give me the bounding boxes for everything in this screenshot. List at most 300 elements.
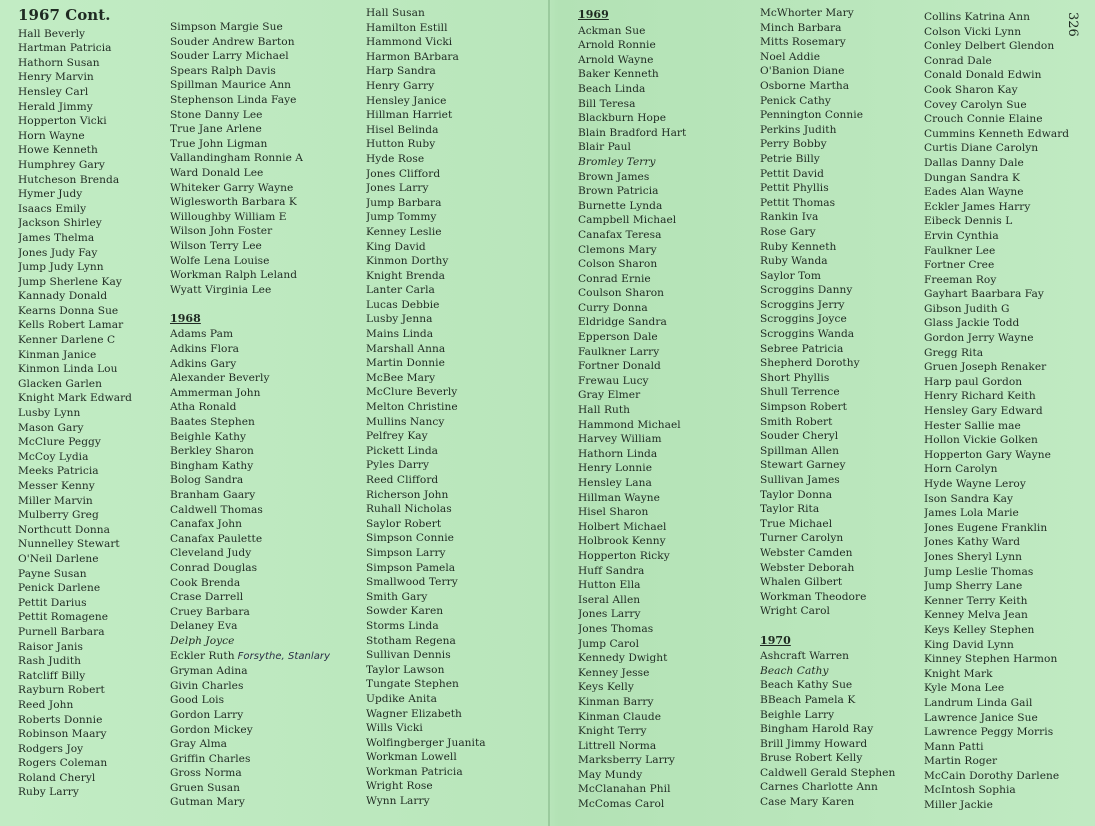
student-name: Scroggins Danny [760, 284, 853, 297]
student-name: Hensley Lana [578, 477, 652, 489]
student-name: Gregg Rita [924, 346, 984, 359]
student-name: Meeks Patricia [18, 465, 99, 478]
student-name: Kenney Leslie [366, 225, 442, 238]
student-name: Ackman Sue [578, 24, 646, 37]
student-name: Clemons Mary [578, 243, 657, 256]
student-name: Sebree Patricia [760, 342, 844, 355]
student-name: Knight Brenda [366, 269, 446, 282]
student-name: Henry Marvin [18, 71, 94, 84]
year-heading: 1968 [170, 311, 201, 325]
student-name: Simpson Margie Sue [170, 21, 283, 33]
student-name: Hensley Gary Edward [924, 405, 1043, 418]
student-name: Jump Judy Lynn [18, 261, 104, 274]
student-name: True Jane Arlene [170, 123, 262, 136]
student-name: Hillman Wayne [578, 491, 660, 504]
student-name: Northcutt Donna [18, 523, 111, 536]
student-name: Taylor Rita [760, 503, 820, 516]
student-name: Jones Sheryl Lynn [924, 550, 1023, 563]
student-name: Beach Cathy [760, 664, 829, 677]
student-name: Pyles Darry [366, 459, 430, 472]
student-name: Hutton Ella [578, 579, 641, 592]
student-name: Stotham Regena [366, 634, 456, 647]
student-name: Horn Wayne [18, 129, 85, 142]
student-name: Sowder Karen [366, 605, 444, 618]
student-name: Ervin Cynthia [924, 229, 999, 242]
year-heading: 1970 [760, 633, 791, 647]
student-name: Delaney Eva [170, 620, 238, 633]
student-name: Wills Vicki [366, 722, 423, 735]
student-name: Jump Carol [578, 637, 640, 650]
student-name: Shull Terrence [760, 386, 840, 399]
column-1969-1970 [760, 6, 895, 810]
student-name: Berkley Sharon [170, 445, 254, 458]
student-name: Conley Delbert Glendon [924, 40, 1055, 53]
student-name: Blain Bradford Hart [578, 126, 687, 139]
student-name: Colson Sharon [578, 258, 658, 271]
student-name: Faulkner Lee [924, 244, 996, 257]
student-name: James Thelma [18, 231, 95, 244]
student-name: McIntosh Sophia [924, 784, 1016, 797]
student-name: Lawrence Peggy Morris [924, 726, 1054, 739]
student-name: Hymer Judy [18, 188, 83, 201]
student-name: Kyle Mona Lee [924, 682, 1005, 695]
student-name: Conald Donald Edwin [924, 69, 1042, 82]
student-name: Curry Donna [578, 301, 648, 314]
student-name: Beach Kathy Sue [760, 679, 853, 692]
student-name: Raisor Janis [18, 640, 83, 653]
student-name: Gryman Adina [170, 665, 248, 678]
student-name: Wilson John Foster [170, 225, 273, 238]
page-fold [548, 0, 550, 826]
student-name: Kenney Jesse [578, 666, 650, 679]
student-name: Hollon Vickie Golken [924, 434, 1038, 447]
student-name: Herald Jimmy [18, 100, 93, 113]
student-name: Bingham Harold Ray [760, 723, 874, 736]
student-name: Pettit Darius [18, 596, 87, 609]
student-name: James Lola Marie [924, 507, 1019, 520]
student-name: Frewau Lucy [578, 374, 649, 387]
student-name: Eldridge Sandra [578, 316, 667, 329]
student-name: Messer Kenny [18, 480, 95, 492]
student-name: BBeach Pamela K [760, 693, 856, 706]
student-name: Marshall Anna [366, 342, 446, 355]
student-name: Workman Patricia [366, 765, 463, 778]
student-name: Kinney Stephen Harmon [924, 653, 1058, 666]
student-name: Wiglesworth Barbara K [170, 196, 297, 209]
student-name: Hillman Harriet [366, 109, 453, 122]
student-name: Harmon BArbara [366, 50, 459, 63]
student-name: Gayhart Baarbara Fay [924, 288, 1044, 301]
student-name: Gordon Mickey [170, 723, 253, 736]
student-name: Isaacs Emily [18, 202, 87, 215]
column-1967-cont [18, 8, 132, 800]
student-name: Kinmon Dorthy [366, 255, 449, 268]
student-name: Branham Gaary [170, 489, 256, 501]
student-name: Mason Gary [18, 421, 84, 434]
student-name: Workman Theodore [760, 590, 867, 603]
student-name: Bingham Kathy [170, 459, 254, 472]
student-name: Simpson Pamela [366, 561, 456, 574]
student-name: Arnold Wayne [578, 53, 654, 66]
student-name: Hathorn Linda [578, 447, 658, 460]
student-name: Taylor Lawson [366, 663, 445, 676]
student-name: Hopperton Vicki [18, 115, 107, 128]
student-name: Henry Garry [366, 79, 435, 92]
student-name: Jones Eugene Franklin [924, 521, 1048, 534]
student-name: Hammond Vicki [366, 36, 453, 49]
student-name: Scroggins Wanda [760, 328, 855, 341]
student-name: Souder Andrew Barton [170, 35, 295, 48]
student-name: McBee Mary [366, 371, 436, 384]
student-name: Osborne Martha [760, 79, 850, 92]
student-name: Updike Anita [366, 692, 437, 705]
student-name: Ruby Larry [18, 786, 79, 799]
student-name: Hyde Wayne Leroy [924, 478, 1026, 490]
section-gap [760, 619, 895, 634]
student-name: Mullins Nancy [366, 415, 445, 428]
student-name: Sullivan Dennis [366, 649, 451, 662]
student-name: Hensley Janice [366, 94, 447, 107]
student-name: Wagner Elizabeth [366, 707, 462, 720]
student-name: Robinson Maary [18, 728, 107, 741]
student-name: Gibson Judith G [924, 302, 1010, 315]
student-name: Saylor Tom [760, 269, 821, 282]
student-name: Hopperton Ricky [578, 549, 670, 562]
student-name: Rogers Coleman [18, 757, 108, 770]
student-name: Pettit Thomas [760, 196, 836, 209]
student-name: Kenner Darlene C [18, 334, 116, 347]
student-name: Curtis Diane Carolyn [924, 142, 1039, 155]
student-name: McClure Peggy [18, 436, 101, 449]
student-name: Hammond Michael [578, 418, 681, 431]
column-1970-cont [924, 10, 1069, 813]
student-name: Richerson John [366, 488, 449, 501]
student-name: Simpson Connie [366, 532, 454, 545]
student-name: Epperson Dale [578, 331, 658, 344]
student-name: Hopperton Gary Wayne [924, 448, 1051, 461]
student-name: Nunnelley Stewart [18, 538, 120, 551]
student-name: Perkins Judith [760, 123, 837, 136]
student-name: Hisel Belinda [366, 123, 439, 136]
student-name: Hisel Sharon [578, 506, 649, 519]
column-1968-cont [366, 6, 486, 809]
student-name: Scroggins Jerry [760, 298, 845, 311]
student-name: Gordon Jerry Wayne [924, 332, 1034, 345]
student-name: Miller Marvin [18, 494, 93, 507]
page-number: 326 [1065, 12, 1080, 37]
student-name: Perry Bobby [760, 138, 827, 151]
student-name: Petrie Billy [760, 152, 820, 165]
student-name: Ison Sandra Kay [924, 492, 1014, 505]
student-name: Beighle Larry [760, 708, 835, 721]
student-name: Kenney Melva Jean [924, 609, 1028, 622]
student-name: Jones Larry [366, 182, 429, 195]
student-name: Alexander Beverly [170, 372, 270, 385]
student-name: Roberts Donnie [18, 713, 103, 726]
student-name: Holbrook Kenny [578, 535, 666, 548]
student-name: Arnold Ronnie [578, 39, 656, 52]
student-name: Jump Leslie Thomas [924, 565, 1034, 578]
student-name: Gutman Mary [170, 796, 245, 809]
student-name: Glass Jackie Todd [924, 317, 1020, 330]
student-name: Harvey William [578, 433, 662, 446]
student-name: Smallwood Terry [366, 576, 458, 589]
student-name: Melton Christine [366, 401, 458, 414]
student-name: Pelfrey Kay [366, 430, 428, 443]
student-name: Delph Joyce [170, 634, 235, 647]
student-name: Cruey Barbara [170, 605, 250, 618]
student-name: Pettit Romagene [18, 611, 109, 624]
student-name: Short Phyllis [760, 371, 830, 384]
student-name: Whiteker Garry Wayne [170, 181, 294, 194]
student-name: Adams Pam [170, 328, 234, 341]
student-name: Turner Carolyn [760, 532, 844, 545]
student-name: O'Neil Darlene [18, 552, 99, 565]
student-name: Kinmon Linda Lou [18, 363, 118, 376]
student-name: Reed John [18, 698, 74, 711]
student-name: Gray Alma [170, 738, 228, 751]
student-name: Blackburn Hope [578, 112, 667, 125]
student-name: True Michael [760, 517, 833, 530]
student-name: Vallandingham Ronnie A [170, 152, 304, 165]
student-name: Caldwell Gerald Stephen [760, 766, 896, 779]
handwritten-note: Forsythe, Stanlary [237, 650, 331, 662]
student-name: Simpson Larry [366, 546, 446, 559]
student-name: Workman Lowell [366, 751, 457, 764]
student-name: True John Ligman [170, 137, 268, 150]
student-name: Jump Sherlene Kay [18, 275, 122, 288]
student-name: Cummins Kenneth Edward [924, 127, 1070, 140]
student-name: Wright Carol [760, 605, 830, 618]
student-name: Gruen Susan [170, 781, 241, 794]
student-name: Souder Larry Michael [170, 50, 289, 63]
student-name: Marksberry Larry [578, 754, 675, 767]
student-name: Lusby Jenna [366, 313, 433, 326]
student-name: Willoughby William E [170, 210, 287, 223]
student-name: Storms Linda [366, 619, 439, 632]
student-name: Rankin Iva [760, 211, 819, 224]
student-name: Ashcraft Warren [760, 650, 850, 663]
student-name: Hathorn Susan [18, 56, 100, 69]
student-name: Atha Ronald [170, 401, 237, 414]
student-name: Baates Stephen [170, 416, 255, 429]
student-name: McCoy Lydia [18, 450, 89, 463]
student-name: Eibeck Dennis L [924, 215, 1013, 228]
student-name: Wolfingberger Juanita [366, 736, 486, 749]
student-name: Bolog Sandra [170, 474, 244, 487]
student-name: Wolfe Lena Louise [170, 254, 270, 267]
student-name: Conrad Ernie [578, 272, 651, 285]
student-name: Hyde Rose [366, 152, 425, 165]
student-name: Ward Donald Lee [170, 166, 264, 179]
student-name: Payne Susan [18, 567, 87, 580]
student-name: Smith Gary [366, 590, 428, 603]
student-name: Conrad Douglas [170, 561, 258, 574]
student-name: Webster Camden [760, 546, 853, 559]
student-name: Givin Charles [170, 679, 244, 692]
student-name: McClure Beverly [366, 386, 458, 399]
student-name: Brill Jimmy Howard [760, 737, 868, 750]
student-name: Glacken Garlen [18, 377, 103, 390]
student-name: Simpson Robert [760, 401, 847, 414]
student-name: Jump Tommy [366, 211, 437, 224]
student-name: Kinman Janice [18, 348, 97, 361]
student-name: Scroggins Joyce [760, 313, 847, 326]
student-name: Jones Thomas [578, 622, 654, 635]
student-name: Brown James [578, 170, 650, 183]
student-name: Lawrence Janice Sue [924, 711, 1038, 724]
student-name: Purnell Barbara [18, 625, 105, 638]
student-name: Crase Darrell [170, 591, 244, 604]
student-name: Collins Katrina Ann [924, 11, 1030, 23]
student-name: Knight Mark Edward [18, 392, 133, 405]
student-name: Saylor Robert [366, 517, 442, 530]
student-name: Kannady Donald [18, 290, 108, 303]
student-name: Kenner Terry Keith [924, 594, 1028, 607]
student-name: Iseral Allen [578, 593, 641, 606]
student-name: Noel Addie [760, 50, 821, 63]
student-name: Covey Carolyn Sue [924, 98, 1027, 111]
student-name: Spears Ralph Davis [170, 64, 276, 77]
column-1967-1968 [170, 20, 330, 810]
student-name: Henry Richard Keith [924, 390, 1036, 403]
column-1969 [578, 8, 686, 812]
student-name: Hutcheson Brenda [18, 173, 120, 186]
student-name: McCain Dorothy Darlene [924, 769, 1060, 782]
student-name: Jump Barbara [366, 196, 442, 209]
student-name: Humphrey Gary [18, 158, 105, 171]
student-name: Ruhall Nicholas [366, 503, 452, 516]
student-name: Workman Ralph Leland [170, 269, 298, 282]
student-name: Jones Kathy Ward [924, 536, 1021, 549]
student-name: Whalen Gilbert [760, 576, 843, 589]
student-name: Burnette Lynda [578, 199, 663, 212]
student-name: Lusby Lynn [18, 407, 81, 420]
student-name: Spillman Maurice Ann [170, 79, 292, 92]
student-name: McComas Carol [578, 798, 665, 811]
student-name: Souder Cheryl [760, 430, 839, 443]
student-name: Case Mary Karen [760, 796, 855, 809]
student-name: Gross Norma [170, 767, 242, 780]
student-name: Lanter Carla [366, 284, 435, 297]
student-name: Cook Brenda [170, 576, 241, 589]
student-name: Jackson Shirley [18, 217, 102, 230]
student-name: Pettit David [760, 167, 825, 180]
student-name: Keys Kelly [578, 681, 634, 694]
student-name: Fortner Donald [578, 360, 661, 373]
student-name: Kennedy Dwight [578, 652, 668, 665]
student-name: Blair Paul [578, 141, 631, 154]
section-gap [170, 297, 330, 312]
student-name: Tungate Stephen [366, 678, 459, 691]
student-name: Freeman Roy [924, 273, 997, 286]
student-name: Penick Darlene [18, 582, 101, 595]
student-name: Henry Lonnie [578, 462, 653, 475]
student-name: Griffin Charles [170, 752, 251, 765]
student-name: Minch Barbara [760, 21, 842, 34]
student-name: Kells Robert Lamar [18, 319, 124, 332]
student-name: Pennington Connie [760, 109, 864, 122]
student-name: Knight Terry [578, 725, 647, 738]
student-name: Wilson Terry Lee [170, 239, 262, 252]
student-name: Campbell Michael [578, 214, 677, 227]
student-name: Hartman Patricia [18, 42, 112, 55]
student-name: Kinman Claude [578, 710, 662, 723]
student-name: Penick Cathy [760, 94, 831, 107]
student-name: May Mundy [578, 768, 643, 781]
student-name: Hall Susan [366, 7, 425, 19]
student-name: Stewart Garney [760, 459, 846, 472]
student-name: Sullivan James [760, 474, 840, 486]
student-name: Bruse Robert Kelly [760, 752, 863, 765]
student-name: Jones Judy Fay [18, 246, 98, 259]
student-name: Mains Linda [366, 328, 434, 341]
student-name: Pickett Linda [366, 444, 439, 457]
student-name: Rayburn Robert [18, 684, 105, 697]
student-name: Bromley Terry [578, 155, 656, 168]
student-name: Bill Teresa [578, 97, 636, 110]
student-name: Beighle Kathy [170, 430, 247, 443]
student-name: Wright Rose [366, 780, 433, 793]
student-name: Huff Sandra [578, 564, 645, 577]
student-name: Coulson Sharon [578, 287, 665, 300]
student-name: Caldwell Thomas [170, 503, 263, 516]
student-name: Horn Carolyn [924, 463, 998, 476]
student-name: Cook Sharon Kay [924, 83, 1018, 96]
student-name: Gruen Joseph Renaker [924, 361, 1047, 374]
student-name: Jump Sherry Lane [924, 580, 1023, 593]
student-name: Canafax John [170, 518, 243, 531]
student-name: Jones Larry [578, 608, 641, 621]
student-name: Canafax Teresa [578, 228, 662, 241]
student-name: King David Lynn [924, 638, 1014, 651]
student-name: Baker Kenneth [578, 68, 659, 81]
student-name: Colson Vicki Lynn [924, 25, 1022, 38]
year-heading: 1967 Cont. [18, 6, 111, 24]
student-name: Stephenson Linda Faye [170, 93, 297, 106]
student-name: Jones Clifford [366, 167, 441, 180]
student-name: Hutton Ruby [366, 138, 436, 151]
student-name: Ammerman John [170, 386, 261, 399]
student-name: Faulkner Larry [578, 345, 660, 358]
student-name: Canafax Paulette [170, 532, 263, 545]
student-name: Ratcliff Billy [18, 669, 86, 682]
student-name: Kearns Donna Sue [18, 304, 119, 317]
student-name: Crouch Connie Elaine [924, 113, 1043, 126]
student-name: Hester Sallie mae [924, 419, 1021, 432]
student-name: Lucas Debbie [366, 298, 440, 311]
student-name: Beach Linda [578, 82, 646, 95]
student-name: Smith Robert [760, 415, 833, 428]
student-name: Pettit Phyllis [760, 182, 829, 195]
student-name: Good Lois [170, 694, 225, 707]
student-name: Eckler James Harry [924, 200, 1031, 213]
student-name: Hensley Carl [18, 85, 89, 98]
student-name: Carnes Charlotte Ann [760, 781, 878, 794]
student-name: Hall Ruth [578, 404, 631, 417]
student-name: Mulberry Greg [18, 509, 99, 522]
student-name: McWhorter Mary [760, 7, 854, 19]
student-name: Conrad Dale [924, 54, 992, 67]
student-name: O'Banion Diane [760, 65, 845, 78]
student-name: Reed Clifford [366, 474, 439, 486]
student-name: Adkins Gary [170, 357, 237, 370]
student-name: Martin Roger [924, 755, 998, 768]
student-name: Mann Patti [924, 740, 984, 753]
student-name: Taylor Donna [760, 488, 833, 501]
student-name: Roland Cheryl [18, 771, 96, 784]
student-name: McClanahan Phil [578, 783, 671, 796]
